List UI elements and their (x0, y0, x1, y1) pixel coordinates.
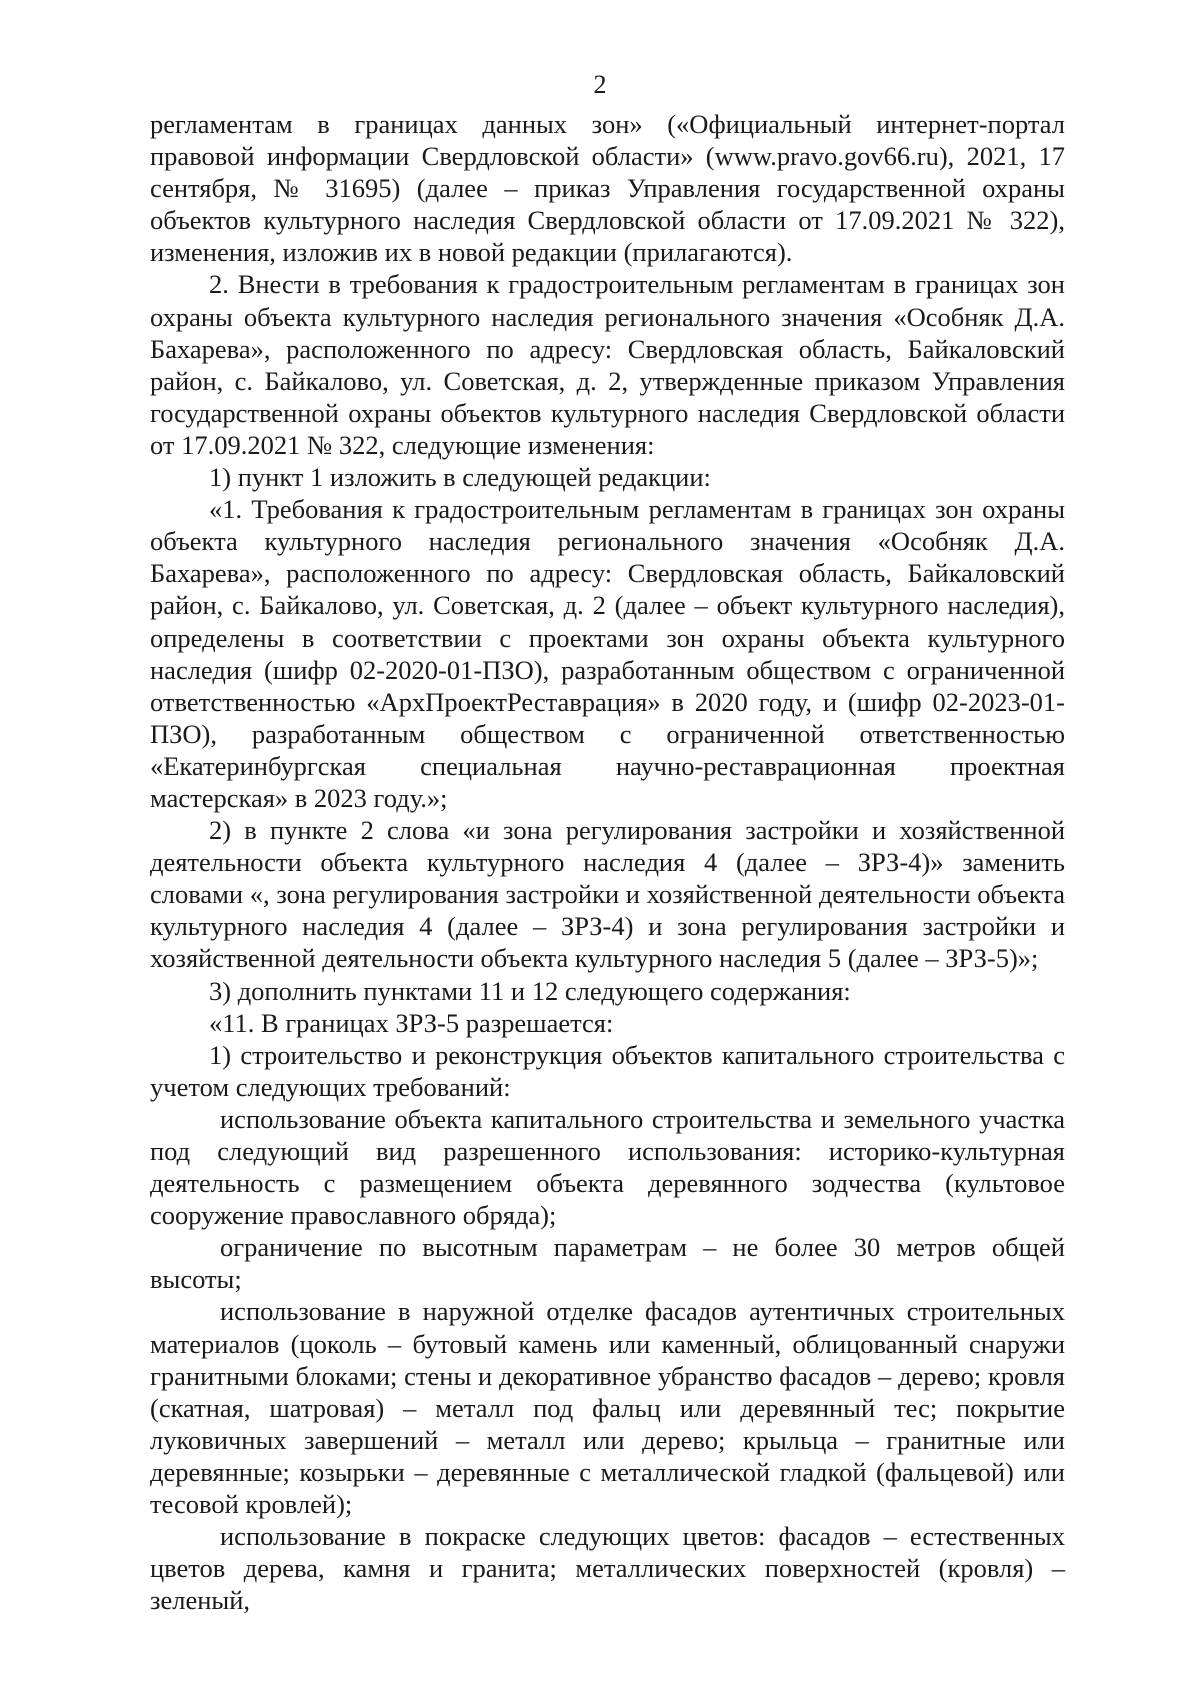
paragraph: «1. Требования к градостроительным регламентам в границах зон охраны объекта культурного наследия регионального значения «Особняк Д.А. Бахарева», расположенного по адресу: Свердловская область, Байкаловский район, с. Байкалово, ул. Советская, д. 2 (далее – объект культурного наследия), определены в соответствии с проектами зон охраны объекта культурного наследия (шифр 02-2020-01-ПЗО), разработанным обществом с ограниченной ответственностью «АрхПроектРеставрация» в 2020 году, и (шифр 02-2023-01-ПЗО), разработанным обществом с ограниченной ответственностью «Екатеринбургская специальная научно-реставрационная проектная мастерская» в 2023 году.»; (150, 494, 1065, 813)
paragraph: 2) в пункте 2 слова «и зона регулирования застройки и хозяйственной деятельности объекта культурного наследия 4 (далее – ЗРЗ-4)» заменить словами «, зона регулирования застройки и хозяйственной деятельности объекта культурного наследия 4 (далее – ЗРЗ-4) и зона регулирования застройки и хозяйственной деятельности объекта культурного наследия 5 (далее – ЗРЗ-5)»; (150, 815, 1065, 974)
paragraph: 3) дополнить пунктами 11 и 12 следующего содержания: (209, 975, 851, 1006)
paragraph: использование объекта капитального строительства и земельного участка под следующий вид разрешенного использования: историко-культурная деятельность с размещением объекта деревянного зодчества (культовое сооружение православного обряда); (150, 1103, 1065, 1231)
paragraph: «11. В границах ЗРЗ-5 разрешается: (209, 1007, 614, 1038)
document-body (150, 108, 1065, 1616)
paragraph: использование в наружной отделке фасадов аутентичных строительных материалов (цоколь – бутовый камень или каменный, облицованный снаружи гранитными блоками; стены и декоративное убранство фасадов – дерево; кровля (скатная, шатровая) – металл под фальц или деревянный тес; покрытие луковичных завершений – металл или дерево; крыльца – гранитные или деревянные; козырьки – деревянные с металлической гладкой (фальцевой) или тесовой кровлей); (150, 1296, 1065, 1520)
paragraph: 1) пункт 1 изложить в следующей редакции: (209, 462, 711, 493)
paragraph: использование в покраске следующих цветов: фасадов – естественных цветов дерева, камня и гранита; металлических поверхностей (кровля) – зеленый, (150, 1521, 1065, 1616)
paragraph: 2. Внести в требования к градостроительным регламентам в границах зон охраны объекта культурного наследия регионального значения «Особняк Д.А. Бахарева», расположенного по адресу: Свердловская область, Байкаловский район, с. Байкалово, ул. Советская, д. 2, утвержденные приказом Управления государственной охраны объектов культурного наследия Свердловской области от 17.09.2021 № 322, следующие изменения: (150, 269, 1065, 460)
paragraph: 1) строительство и реконструкция объектов капитального строительства с учетом следующих требований: (150, 1039, 1065, 1102)
paragraph: регламентам в границах данных зон» («Официальный интернет-портал правовой информации Свердловской области» (www.pravo.gov66.ru), 2021, 17 сентября, № 31695) (далее – приказ Управления государственной охраны объектов культурного наследия Свердловской области от 17.09.2021 № 322), изменения, изложив их в новой редакции (прилагаются). (150, 109, 1065, 268)
paragraph: ограничение по высотным параметрам – не более 30 метров общей высоты; (150, 1232, 1065, 1295)
page-number: 2 (593, 70, 607, 99)
